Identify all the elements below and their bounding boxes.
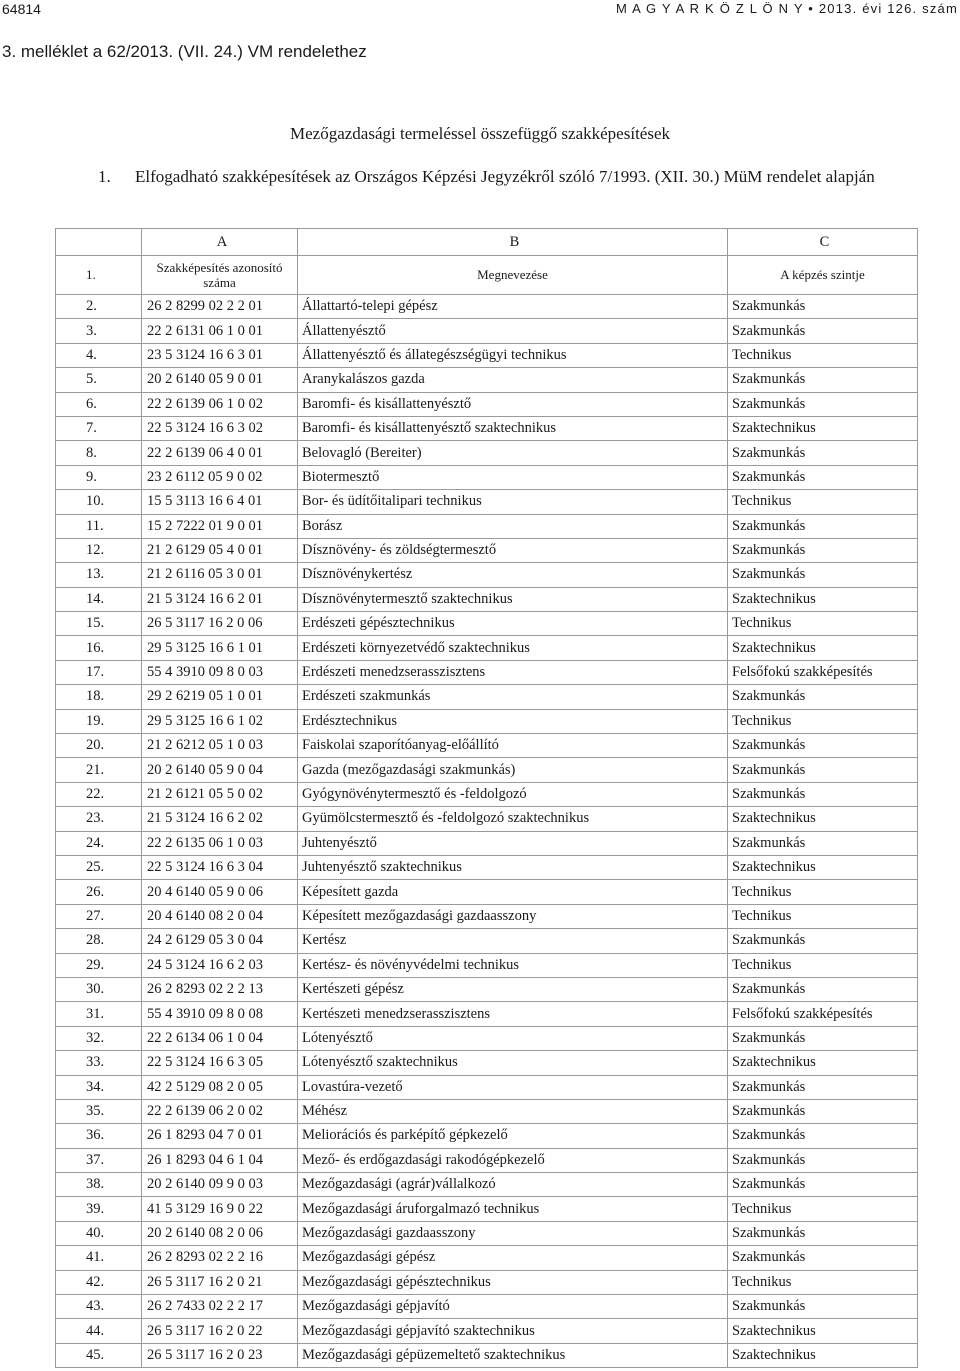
qualification-name: Képesített gazda: [298, 880, 728, 904]
table-row: [56, 1295, 918, 1319]
qualification-code: 22 2 6139 06 2 0 02: [142, 1099, 298, 1123]
table-row: [56, 1246, 918, 1270]
qualification-name: Borász: [298, 514, 728, 538]
qualification-name: Lovastúra-vezető: [298, 1075, 728, 1099]
qualification-name: Bor- és üdítőitalipari technikus: [298, 490, 728, 514]
table-row: [56, 904, 918, 928]
table-row: [56, 514, 918, 538]
training-level: Szakmunkás: [728, 392, 918, 416]
qualification-code: 21 2 6129 05 4 0 01: [142, 538, 298, 562]
table-row: [56, 1197, 918, 1221]
table-row: [56, 977, 918, 1001]
qualification-code: 20 2 6140 05 9 0 04: [142, 758, 298, 782]
qualification-name: Képesített mezőgazdasági gazdaasszony: [298, 904, 728, 928]
qualification-name: Mező- és erdőgazdasági rakodógépkezelő: [298, 1148, 728, 1172]
row-number: 23.: [56, 807, 142, 831]
row-number: 12.: [56, 538, 142, 562]
qualification-code: 20 4 6140 08 2 0 04: [142, 904, 298, 928]
row-number: 33.: [56, 1051, 142, 1075]
row-number: 42.: [56, 1270, 142, 1294]
qualification-code: 23 5 3124 16 6 3 01: [142, 343, 298, 367]
table-row: [56, 1173, 918, 1197]
table-row: [56, 685, 918, 709]
row-number: 40.: [56, 1221, 142, 1245]
qualification-code: 20 2 6140 05 9 0 01: [142, 368, 298, 392]
row-number: 4.: [56, 343, 142, 367]
qualification-name: Erdészeti környezetvédő szaktechnikus: [298, 636, 728, 660]
qualification-code: 21 2 6212 05 1 0 03: [142, 734, 298, 758]
qualification-name: Baromfi- és kisállattenyésztő: [298, 392, 728, 416]
letter-cell: B: [298, 229, 728, 256]
row-number: 5.: [56, 368, 142, 392]
qualification-name: Lótenyésztő szaktechnikus: [298, 1051, 728, 1075]
qualification-name: Mezőgazdasági gépüzemeltető szaktechnikus: [298, 1343, 728, 1367]
table-row: [56, 368, 918, 392]
qualification-code: 55 4 3910 09 8 0 03: [142, 660, 298, 684]
training-level: Szakmunkás: [728, 734, 918, 758]
table-row: [56, 538, 918, 562]
table-row: [56, 831, 918, 855]
training-level: Technikus: [728, 1197, 918, 1221]
row-number: 44.: [56, 1319, 142, 1343]
qualification-name: Erdészeti szakmunkás: [298, 685, 728, 709]
table-row: [56, 782, 918, 806]
table-row: [56, 587, 918, 611]
qualification-name: Mezőgazdasági gépjavító: [298, 1295, 728, 1319]
table-row: [56, 319, 918, 343]
training-level: Szakmunkás: [728, 441, 918, 465]
training-level: Technikus: [728, 904, 918, 928]
qualification-name: Dísznövénykertész: [298, 563, 728, 587]
qualification-code: 22 5 3124 16 6 3 04: [142, 855, 298, 879]
training-level: Szakmunkás: [728, 758, 918, 782]
row-number: 35.: [56, 1099, 142, 1123]
row-number: 38.: [56, 1173, 142, 1197]
qualification-code: 26 5 3117 16 2 0 23: [142, 1343, 298, 1367]
qualification-name: Mezőgazdasági gazdaasszony: [298, 1221, 728, 1245]
row-number: 32.: [56, 1026, 142, 1050]
training-level: Szakmunkás: [728, 1075, 918, 1099]
table-row: [56, 660, 918, 684]
row-number: 37.: [56, 1148, 142, 1172]
qualification-name: Kertészeti gépész: [298, 977, 728, 1001]
training-level: Szakmunkás: [728, 1295, 918, 1319]
qualification-code: 22 5 3124 16 6 3 05: [142, 1051, 298, 1075]
qualification-code: 29 2 6219 05 1 0 01: [142, 685, 298, 709]
training-level: Szakmunkás: [728, 319, 918, 343]
table-row: [56, 1148, 918, 1172]
table-row: [56, 490, 918, 514]
training-level: Technikus: [728, 490, 918, 514]
table-row: [56, 636, 918, 660]
qualification-code: 20 2 6140 08 2 0 06: [142, 1221, 298, 1245]
qualification-name: Erdészeti gépésztechnikus: [298, 612, 728, 636]
qualification-name: Kertész: [298, 929, 728, 953]
qualification-name: Méhész: [298, 1099, 728, 1123]
qualification-name: Erdészeti menedzserasszisztens: [298, 660, 728, 684]
qualification-name: Mezőgazdasági gépjavító szaktechnikus: [298, 1319, 728, 1343]
training-level: Szakmunkás: [728, 1099, 918, 1123]
row-number: 24.: [56, 831, 142, 855]
qualification-code: 26 1 8293 04 6 1 04: [142, 1148, 298, 1172]
qualification-code: 42 2 5129 08 2 0 05: [142, 1075, 298, 1099]
qualification-name: Juhtenyésztő: [298, 831, 728, 855]
header-name: Megnevezése: [298, 256, 728, 295]
table-row: [56, 465, 918, 489]
row-number: 11.: [56, 514, 142, 538]
qualification-code: 26 5 3117 16 2 0 22: [142, 1319, 298, 1343]
page-number: 64814: [2, 1, 41, 17]
training-level: Szaktechnikus: [728, 1343, 918, 1367]
qualification-code: 26 2 7433 02 2 2 17: [142, 1295, 298, 1319]
table-row: [56, 441, 918, 465]
table-row: [56, 1002, 918, 1026]
row-number: 1.: [56, 256, 142, 295]
qualification-name: Állattenyésztő és állategészségügyi technikus: [298, 343, 728, 367]
training-level: Szaktechnikus: [728, 636, 918, 660]
table-row: [56, 1270, 918, 1294]
table-row: [56, 392, 918, 416]
qualification-name: Kertészeti menedzserasszisztens: [298, 1002, 728, 1026]
qualification-code: 24 5 3124 16 6 2 03: [142, 953, 298, 977]
qualification-code: 29 5 3125 16 6 1 02: [142, 709, 298, 733]
qualifications-table: [55, 228, 918, 1368]
table-header-row: [56, 256, 918, 295]
qualification-code: 20 2 6140 09 9 0 03: [142, 1173, 298, 1197]
annex-title: 3. melléklet a 62/2013. (VII. 24.) VM rendelethez: [2, 42, 367, 61]
training-level: Technikus: [728, 1270, 918, 1294]
qualification-code: 20 4 6140 05 9 0 06: [142, 880, 298, 904]
training-level: Szaktechnikus: [728, 807, 918, 831]
table-row: [56, 734, 918, 758]
qualification-name: Gyógynövénytermesztő és -feldolgozó: [298, 782, 728, 806]
table-row: [56, 612, 918, 636]
row-number: 9.: [56, 465, 142, 489]
table-row: [56, 880, 918, 904]
training-level: Szakmunkás: [728, 1221, 918, 1245]
table-row: [56, 295, 918, 319]
training-level: Szakmunkás: [728, 514, 918, 538]
qualification-code: 22 2 6139 06 4 0 01: [142, 441, 298, 465]
qualification-name: Mezőgazdasági áruforgalmazó technikus: [298, 1197, 728, 1221]
training-level: Szakmunkás: [728, 1173, 918, 1197]
qualification-code: 21 2 6121 05 5 0 02: [142, 782, 298, 806]
row-number: 29.: [56, 953, 142, 977]
row-number: 20.: [56, 734, 142, 758]
row-number: 25.: [56, 855, 142, 879]
training-level: Szakmunkás: [728, 1246, 918, 1270]
table-row: [56, 929, 918, 953]
qualification-code: 29 5 3125 16 6 1 01: [142, 636, 298, 660]
table-row: [56, 1026, 918, 1050]
qualification-name: Erdésztechnikus: [298, 709, 728, 733]
table-row: [56, 1319, 918, 1343]
letter-cell: A: [142, 229, 298, 256]
qualification-code: 22 2 6134 06 1 0 04: [142, 1026, 298, 1050]
row-number: 14.: [56, 587, 142, 611]
table-row: [56, 1075, 918, 1099]
qualification-name: Meliorációs és parképítő gépkezelő: [298, 1124, 728, 1148]
header-level: A képzés szintje: [728, 256, 918, 295]
row-number: 30.: [56, 977, 142, 1001]
qualification-code: 26 2 8299 02 2 2 01: [142, 295, 298, 319]
training-level: Szakmunkás: [728, 1148, 918, 1172]
training-level: Technikus: [728, 880, 918, 904]
row-number: 28.: [56, 929, 142, 953]
training-level: Szakmunkás: [728, 368, 918, 392]
table-row: [56, 1221, 918, 1245]
row-number: 45.: [56, 1343, 142, 1367]
qualification-name: Állattenyésztő: [298, 319, 728, 343]
qualification-code: 24 2 6129 05 3 0 04: [142, 929, 298, 953]
training-level: Szaktechnikus: [728, 416, 918, 440]
training-level: Szakmunkás: [728, 295, 918, 319]
row-number: 22.: [56, 782, 142, 806]
row-number: 10.: [56, 490, 142, 514]
row-number: 31.: [56, 1002, 142, 1026]
table-row: [56, 1099, 918, 1123]
row-number: 2.: [56, 295, 142, 319]
header-code: Szakképesítés azonosító száma: [142, 256, 298, 295]
qualification-code: 22 5 3124 16 6 3 02: [142, 416, 298, 440]
section-number: 1.: [98, 167, 111, 186]
qualification-name: Juhtenyésztő szaktechnikus: [298, 855, 728, 879]
table-row: [56, 343, 918, 367]
qualification-code: 26 5 3117 16 2 0 06: [142, 612, 298, 636]
qualification-code: 22 2 6135 06 1 0 03: [142, 831, 298, 855]
qualification-code: 15 5 3113 16 6 4 01: [142, 490, 298, 514]
table-row: [56, 416, 918, 440]
qualification-code: 21 5 3124 16 6 2 01: [142, 587, 298, 611]
qualification-name: Aranykalászos gazda: [298, 368, 728, 392]
qualification-code: 26 2 8293 02 2 2 13: [142, 977, 298, 1001]
qualification-code: 21 2 6116 05 3 0 01: [142, 563, 298, 587]
row-number: 34.: [56, 1075, 142, 1099]
training-level: Szakmunkás: [728, 685, 918, 709]
qualification-code: 41 5 3129 16 9 0 22: [142, 1197, 298, 1221]
training-level: Szakmunkás: [728, 929, 918, 953]
row-number: 39.: [56, 1197, 142, 1221]
letter-cell: [56, 229, 142, 256]
main-title: Mezőgazdasági termeléssel összefüggő szakképesítések: [290, 124, 670, 143]
row-number: 17.: [56, 660, 142, 684]
row-number: 43.: [56, 1295, 142, 1319]
table-row: [56, 709, 918, 733]
row-number: 16.: [56, 636, 142, 660]
journal-title: M A G Y A R K Ö Z L Ö N Y • 2013. évi 126. szám: [615, 1, 958, 16]
training-level: Szaktechnikus: [728, 1051, 918, 1075]
row-number: 8.: [56, 441, 142, 465]
column-letters-row: [56, 229, 918, 256]
qualification-code: 21 5 3124 16 6 2 02: [142, 807, 298, 831]
training-level: Szakmunkás: [728, 782, 918, 806]
row-number: 41.: [56, 1246, 142, 1270]
qualification-name: Belovagló (Bereiter): [298, 441, 728, 465]
qualification-code: 55 4 3910 09 8 0 08: [142, 1002, 298, 1026]
qualification-code: 22 2 6131 06 1 0 01: [142, 319, 298, 343]
letter-cell: C: [728, 229, 918, 256]
training-level: Technikus: [728, 953, 918, 977]
qualification-code: 15 2 7222 01 9 0 01: [142, 514, 298, 538]
training-level: Szaktechnikus: [728, 855, 918, 879]
qualification-name: Lótenyésztő: [298, 1026, 728, 1050]
qualification-name: Állattartó-telepi gépész: [298, 295, 728, 319]
page-header: [0, 0, 960, 22]
qualification-name: Faiskolai szaporítóanyag-előállító: [298, 734, 728, 758]
qualification-name: Kertész- és növényvédelmi technikus: [298, 953, 728, 977]
qualification-name: Mezőgazdasági gépész: [298, 1246, 728, 1270]
table-row: [56, 855, 918, 879]
table-row: [56, 1343, 918, 1367]
table-row: [56, 563, 918, 587]
training-level: Felsőfokú szakképesítés: [728, 1002, 918, 1026]
section-text: Elfogadható szakképesítések az Országos Képzési Jegyzékről szóló 7/1993. (XII. 30.) MüM rendelet alapján: [135, 167, 875, 186]
qualification-name: Gazda (mezőgazdasági szakmunkás): [298, 758, 728, 782]
qualification-code: 22 2 6139 06 1 0 02: [142, 392, 298, 416]
training-level: Szakmunkás: [728, 831, 918, 855]
qualification-name: Dísznövény- és zöldségtermesztő: [298, 538, 728, 562]
qualification-code: 26 5 3117 16 2 0 21: [142, 1270, 298, 1294]
training-level: Felsőfokú szakképesítés: [728, 660, 918, 684]
training-level: Technikus: [728, 343, 918, 367]
qualification-name: Mezőgazdasági (agrár)vállalkozó: [298, 1173, 728, 1197]
row-number: 21.: [56, 758, 142, 782]
table-row: [56, 1051, 918, 1075]
qualification-name: Biotermesztő: [298, 465, 728, 489]
row-number: 7.: [56, 416, 142, 440]
qualification-name: Mezőgazdasági gépésztechnikus: [298, 1270, 728, 1294]
training-level: Szakmunkás: [728, 563, 918, 587]
training-level: Technikus: [728, 709, 918, 733]
training-level: Szakmunkás: [728, 465, 918, 489]
table-row: [56, 758, 918, 782]
training-level: Szakmunkás: [728, 1124, 918, 1148]
qualification-code: 26 2 8293 02 2 2 16: [142, 1246, 298, 1270]
training-level: Szakmunkás: [728, 977, 918, 1001]
qualification-code: 26 1 8293 04 7 0 01: [142, 1124, 298, 1148]
row-number: 36.: [56, 1124, 142, 1148]
training-level: Szaktechnikus: [728, 587, 918, 611]
qualification-name: Gyümölcstermesztő és -feldolgozó szaktechnikus: [298, 807, 728, 831]
table-row: [56, 953, 918, 977]
table-row: [56, 807, 918, 831]
row-number: 3.: [56, 319, 142, 343]
training-level: Szakmunkás: [728, 538, 918, 562]
row-number: 26.: [56, 880, 142, 904]
row-number: 19.: [56, 709, 142, 733]
qualification-code: 23 2 6112 05 9 0 02: [142, 465, 298, 489]
row-number: 15.: [56, 612, 142, 636]
qualification-name: Baromfi- és kisállattenyésztő szaktechnikus: [298, 416, 728, 440]
table-row: [56, 1124, 918, 1148]
training-level: Technikus: [728, 612, 918, 636]
row-number: 27.: [56, 904, 142, 928]
training-level: Szaktechnikus: [728, 1319, 918, 1343]
row-number: 13.: [56, 563, 142, 587]
row-number: 18.: [56, 685, 142, 709]
training-level: Szakmunkás: [728, 1026, 918, 1050]
qualification-name: Dísznövénytermesztő szaktechnikus: [298, 587, 728, 611]
row-number: 6.: [56, 392, 142, 416]
